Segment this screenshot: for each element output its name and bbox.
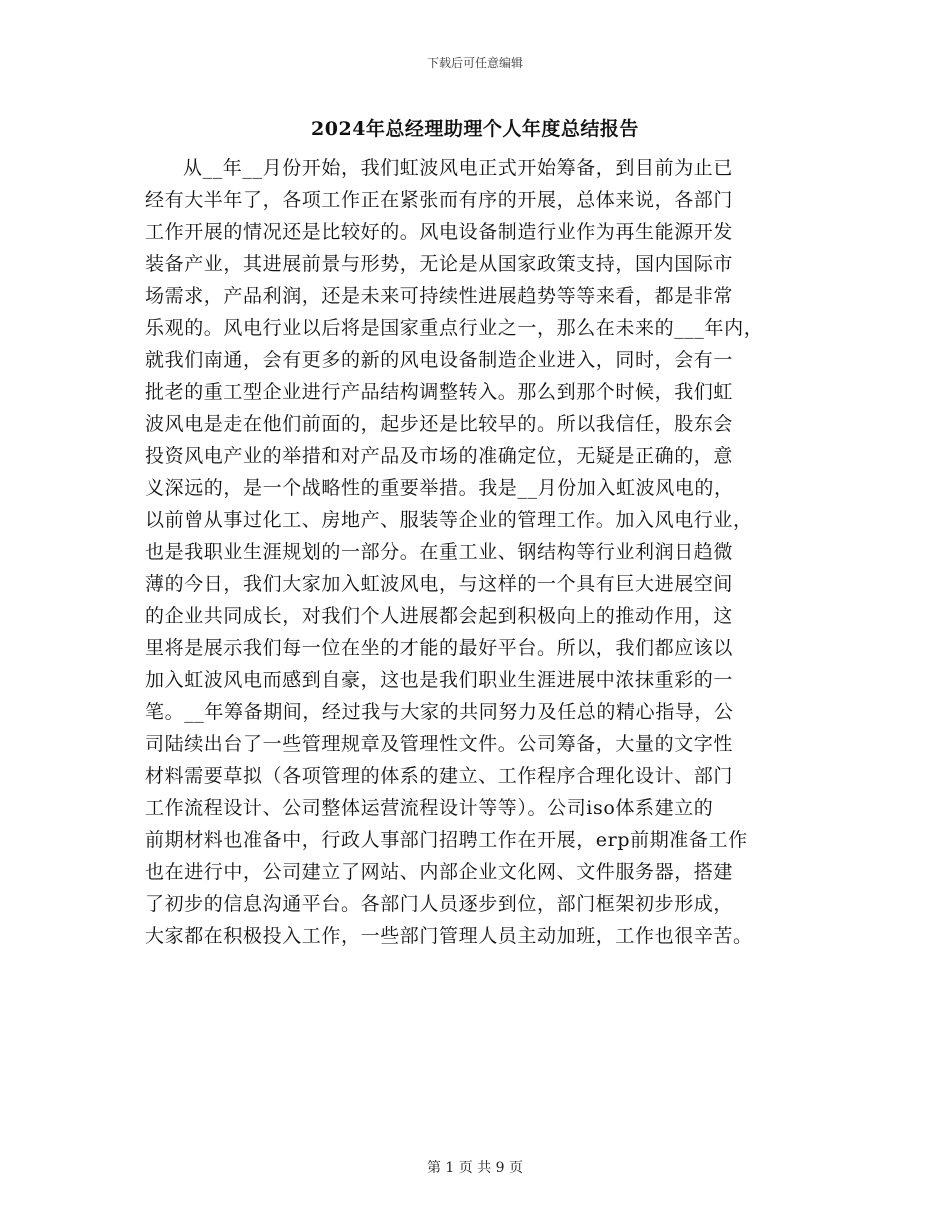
paragraph-line: 工作流程设计、公司整体运营流程设计等等）。公司iso体系建立的 bbox=[145, 797, 714, 819]
paragraph-line: 了初步的信息沟通平台。各部门人员逐步到位，部门框架初步形成， bbox=[145, 893, 734, 915]
paragraph-line: 也是我职业生涯规划的一部分。在重工业、钢结构等行业利润日趋微 bbox=[145, 541, 734, 563]
paragraph-line: 大家都在积极投入工作，一些部门管理人员主动加班，工作也很辛苦。 bbox=[145, 925, 753, 947]
paragraph-line: 薄的今日，我们大家加入虹波风电，与这样的一个具有巨大进展空间 bbox=[145, 573, 734, 595]
paragraph-line: 经有大半年了，各项工作正在紧张而有序的开展，总体来说，各部门 bbox=[145, 189, 734, 211]
paragraph-line: 里将是展示我们每一位在坐的才能的最好平台。所以，我们都应该以 bbox=[145, 637, 734, 659]
paragraph-line: 前期材料也准备中，行政人事部门招聘工作在开展，erp前期准备工作 bbox=[145, 829, 748, 851]
paragraph-line: 装备产业，其进展前景与形势，无论是从国家政策支持，国内国际市 bbox=[145, 253, 734, 275]
paragraph-line: 工作开展的情况还是比较好的。风电设备制造行业作为再生能源开发 bbox=[145, 221, 734, 243]
document-body bbox=[145, 152, 825, 952]
paragraph-line: 以前曾从事过化工、房地产、服装等企业的管理工作。加入风电行业， bbox=[145, 509, 753, 531]
paragraph-line: 笔。__年筹备期间，经过我与大家的共同努力及任总的精心指导，公 bbox=[145, 701, 734, 723]
document-title: 2024年总经理助理个人年度总结报告 bbox=[311, 118, 639, 140]
paragraph-line: 的企业共同成长，对我们个人进展都会起到积极向上的推动作用，这 bbox=[145, 605, 734, 627]
page-number: 第 1 页 共 9 页 bbox=[426, 1160, 524, 1176]
paragraph-line: 司陆续出台了一些管理规章及管理性文件。公司筹备，大量的文字性 bbox=[145, 733, 734, 755]
paragraph-line: 批老的重工型企业进行产品结构调整转入。那么到那个时候，我们虹 bbox=[145, 381, 734, 403]
paragraph-line: 投资风电产业的举措和对产品及市场的准确定位，无疑是正确的，意 bbox=[145, 445, 734, 467]
paragraph-line: 材料需要草拟（各项管理的体系的建立、工作程序合理化设计、部门 bbox=[145, 765, 734, 787]
header-note: 下载后可任意编辑 bbox=[426, 56, 523, 70]
paragraph-line: 义深远的，是一个战略性的重要举措。我是__月份加入虹波风电的， bbox=[145, 477, 734, 499]
paragraph-line: 也在进行中，公司建立了网站、内部企业文化网、文件服务器，搭建 bbox=[145, 861, 734, 883]
paragraph-line: 乐观的。风电行业以后将是国家重点行业之一，那么在未来的___年内， bbox=[145, 317, 764, 339]
paragraph-line: 波风电是走在他们前面的，起步还是比较早的。所以我信任，股东会 bbox=[145, 413, 734, 435]
paragraph-line: 从__年__月份开始，我们虹波风电正式开始筹备，到目前为止已 bbox=[183, 157, 734, 179]
paragraph-line: 就我们南通，会有更多的新的风电设备制造企业进入，同时，会有一 bbox=[145, 349, 734, 371]
paragraph-line: 场需求，产品利润，还是未来可持续性进展趋势等等来看，都是非常 bbox=[145, 285, 734, 307]
paragraph-line: 加入虹波风电而感到自豪，这也是我们职业生涯进展中浓抹重彩的一 bbox=[145, 669, 734, 691]
